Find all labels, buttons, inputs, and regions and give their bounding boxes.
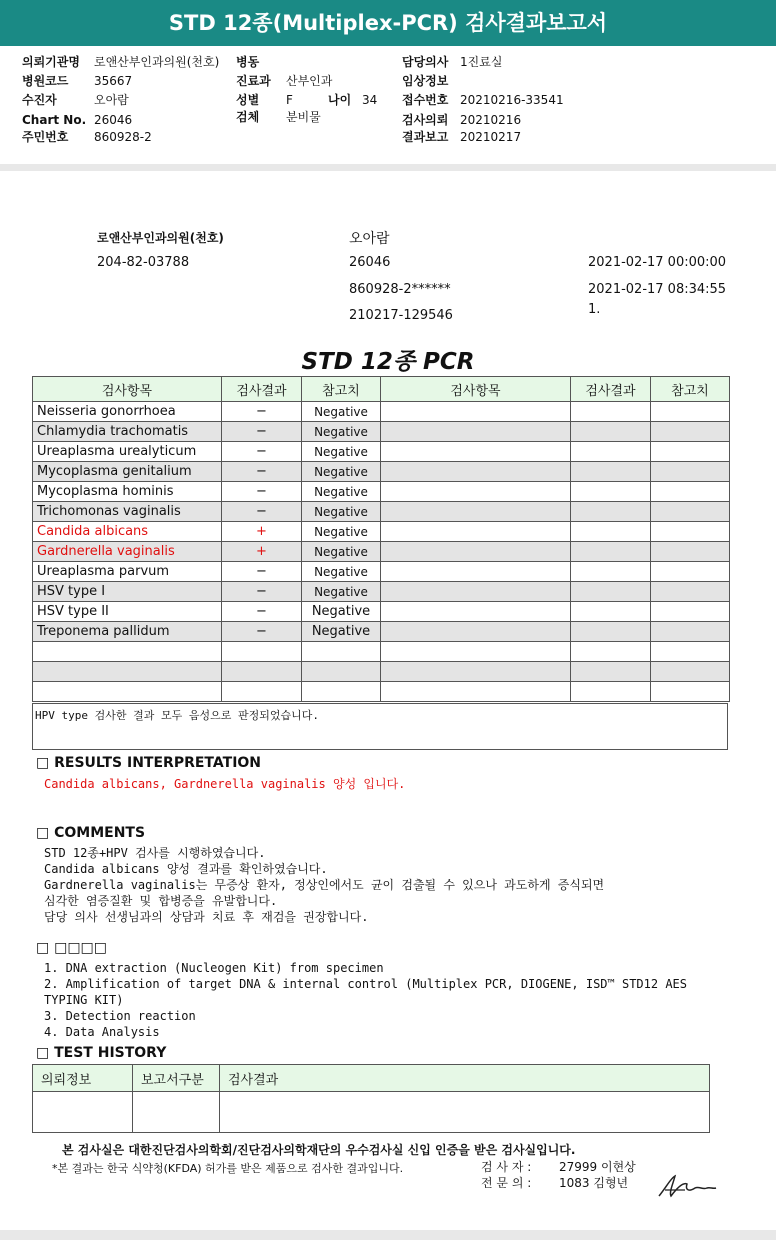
age-value: 34 <box>362 93 378 107</box>
test-item: HSV type II <box>33 602 222 622</box>
test-result: − <box>222 442 302 462</box>
agency-value: 로앤산부인과의원(천호) <box>94 55 220 69</box>
method-line: 1. DNA extraction (Nucleogen Kit) from specimen <box>44 961 384 975</box>
table-row <box>33 602 730 622</box>
history-header-type: 보고서구분 <box>133 1065 220 1092</box>
hospcode-label: 병원코드 <box>22 74 69 88</box>
agency-label: 의뢰기관명 <box>22 55 80 69</box>
table-row <box>33 502 730 522</box>
kfda-note: *본 결과는 한국 식약청(KFDA) 허가를 받은 제품으로 검사한 결과입니다. <box>52 1162 404 1175</box>
page-number: 1. <box>588 302 601 317</box>
test-reference: Negative <box>302 542 381 562</box>
header-ref-1: 참고치 <box>302 377 381 402</box>
test-result: − <box>222 622 302 642</box>
resident-number: 860928-2****** <box>349 282 451 297</box>
specialist-label: 전 문 의 : <box>481 1176 532 1190</box>
test-result: − <box>222 402 302 422</box>
request-label: 검사의뢰 <box>402 113 449 127</box>
test-reference: Negative <box>302 442 381 462</box>
test-reference: Negative <box>302 482 381 502</box>
receipt-value: 20210216-33541 <box>460 93 564 107</box>
method-line: 2. Amplification of target DNA & internal control (Multiplex PCR, DIOGENE, ISD™ STD12 AES <box>44 977 687 991</box>
report-title: STD 12종(Multiplex-PCR) 검사결과보고서 <box>0 0 776 46</box>
chart-value: 26046 <box>94 113 133 127</box>
table-row <box>33 462 730 482</box>
dept-label: 진료과 <box>236 74 271 88</box>
test-result: − <box>222 422 302 442</box>
doctor-label: 담당의사 <box>402 55 449 69</box>
signature-image <box>655 1168 719 1202</box>
interpretation-heading: □ RESULTS INTERPRETATION <box>36 755 262 771</box>
receipt-number: 210217-129546 <box>349 308 453 323</box>
tester-label: 검 사 자 : <box>481 1160 532 1174</box>
comment-line: 담당 의사 선생님과의 상담과 치료 후 재검을 권장합니다. <box>44 910 369 924</box>
test-result: − <box>222 502 302 522</box>
test-item: Treponema pallidum <box>33 622 222 642</box>
test-reference: Negative <box>302 582 381 602</box>
test-reference: Negative <box>302 562 381 582</box>
business-number: 204-82-03788 <box>97 255 190 270</box>
clinical-label: 임상정보 <box>402 74 449 88</box>
patient-label: 수진자 <box>22 93 57 107</box>
table-row <box>33 482 730 502</box>
header-item-2: 검사항목 <box>381 377 571 402</box>
history-header-result: 검사결과 <box>220 1065 710 1092</box>
specimen-value: 분비물 <box>286 110 321 124</box>
test-reference: Negative <box>302 462 381 482</box>
history-heading: □ TEST HISTORY <box>36 1045 167 1061</box>
specialist-value: 1083 김형년 <box>559 1176 629 1190</box>
std-title: STD 12종 PCR <box>301 349 475 375</box>
test-result: − <box>222 582 302 602</box>
header-result-1: 검사결과 <box>222 377 302 402</box>
comments-heading: □ COMMENTS <box>36 825 146 841</box>
report-datetime-2: 2021-02-17 08:34:55 <box>588 282 727 297</box>
resident-label: 주민번호 <box>22 130 69 144</box>
table-row <box>33 622 730 642</box>
test-reference: Negative <box>302 502 381 522</box>
test-result: − <box>222 482 302 502</box>
divider <box>0 164 776 171</box>
test-item-positive: Candida albicans <box>33 522 222 542</box>
test-result-positive: + <box>222 542 302 562</box>
method-heading: □ □□□□ <box>36 940 108 956</box>
patient-header <box>0 46 776 164</box>
table-row <box>33 522 730 542</box>
table-row <box>33 582 730 602</box>
interpretation-text: Candida albicans, Gardnerella vaginalis 양성 입니다. <box>44 777 406 791</box>
test-result-positive: + <box>222 522 302 542</box>
resident-value: 860928-2 <box>94 130 152 144</box>
test-result: − <box>222 562 302 582</box>
test-item: Mycoplasma hominis <box>33 482 222 502</box>
test-item: Chlamydia trachomatis <box>33 422 222 442</box>
patient-value: 오아람 <box>94 93 129 107</box>
report-value: 20210217 <box>460 130 522 144</box>
test-item-positive: Gardnerella vaginalis <box>33 542 222 562</box>
test-item: Ureaplasma parvum <box>33 562 222 582</box>
table-row <box>33 562 730 582</box>
table-row <box>33 1092 710 1133</box>
test-item: HSV type I <box>33 582 222 602</box>
test-item: Trichomonas vaginalis <box>33 502 222 522</box>
test-item: Mycoplasma genitalium <box>33 462 222 482</box>
method-line: TYPING KIT) <box>44 993 124 1007</box>
request-value: 20210216 <box>460 113 522 127</box>
hpv-note: HPV type 검사한 결과 모두 음성으로 판정되었습니다. <box>32 703 728 750</box>
table-row <box>33 542 730 562</box>
bottom-bar <box>0 1230 776 1240</box>
method-line: 3. Detection reaction <box>44 1009 196 1023</box>
clinic-name: 로앤산부인과의원(천호) <box>97 231 224 245</box>
results-table <box>32 376 730 702</box>
ward-label: 병동 <box>236 55 260 69</box>
comment-line: STD 12종+HPV 검사를 시행하였습니다. <box>44 846 266 860</box>
test-reference: Negative <box>302 602 381 622</box>
method-line: 4. Data Analysis <box>44 1025 160 1039</box>
test-reference: Negative <box>302 522 381 542</box>
sex-label: 성별 <box>236 93 260 107</box>
dept-value: 산부인과 <box>286 74 333 88</box>
tester-value: 27999 이현상 <box>559 1160 636 1174</box>
sex-value: F <box>286 93 293 107</box>
header-result-2: 검사결과 <box>571 377 651 402</box>
test-reference: Negative <box>302 422 381 442</box>
report-datetime-1: 2021-02-17 00:00:00 <box>588 255 727 270</box>
chart-label: Chart No. <box>22 113 87 127</box>
test-reference: Negative <box>302 402 381 422</box>
table-row <box>33 402 730 422</box>
specimen-label: 검체 <box>236 110 260 124</box>
comment-line: 심각한 염증질환 및 합병증을 유발합니다. <box>44 894 278 908</box>
history-header-request: 의뢰정보 <box>33 1065 133 1092</box>
test-reference: Negative <box>302 622 381 642</box>
table-row <box>33 662 730 682</box>
test-item: Neisseria gonorrhoea <box>33 402 222 422</box>
receipt-label: 접수번호 <box>402 93 449 107</box>
hospcode-value: 35667 <box>94 74 133 88</box>
test-result: − <box>222 602 302 622</box>
table-row <box>33 442 730 462</box>
test-item: Ureaplasma urealyticum <box>33 442 222 462</box>
comment-line: Gardnerella vaginalis는 무증상 환자, 정상인에서도 균이 검출될 수 있으나 과도하게 증식되면 <box>44 878 605 892</box>
comment-line: Candida albicans 양성 결과를 확인하였습니다. <box>44 862 328 876</box>
patient-name: 오아람 <box>349 231 390 247</box>
age-label: 나이 <box>328 93 352 107</box>
doctor-value: 1진료실 <box>460 55 503 69</box>
history-table <box>32 1064 710 1133</box>
table-row <box>33 682 730 702</box>
table-row <box>33 642 730 662</box>
certification-note: 본 검사실은 대한진단검사의학회/진단검사의학재단의 우수검사실 신입 인증을 받은 검사실입니다. <box>62 1143 576 1157</box>
chart-number: 26046 <box>349 255 391 270</box>
test-result: − <box>222 462 302 482</box>
report-label: 결과보고 <box>402 130 449 144</box>
header-item-1: 검사항목 <box>33 377 222 402</box>
header-ref-2: 참고치 <box>651 377 730 402</box>
table-row <box>33 422 730 442</box>
